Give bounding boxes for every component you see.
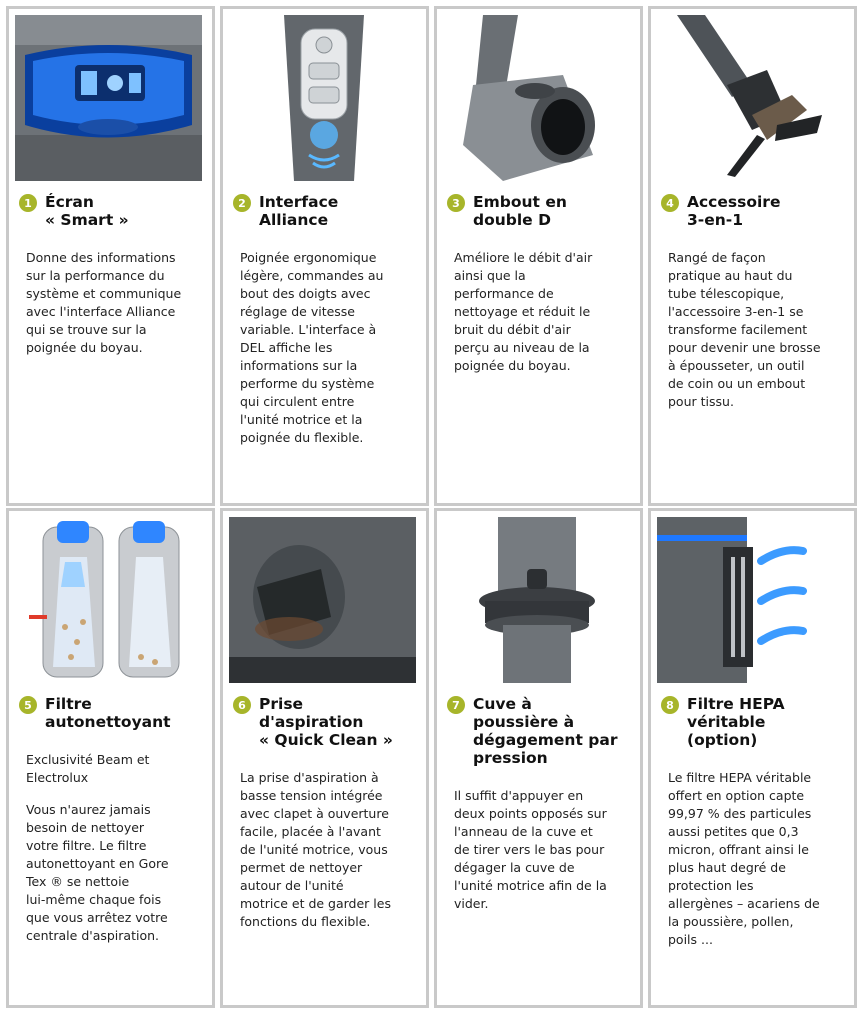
feature-card-double-d-nozzle: [434, 6, 643, 506]
feature-number-badge: 1: [19, 194, 37, 212]
feature-number-badge: 4: [661, 194, 679, 212]
feature-description: [454, 787, 632, 913]
double-d-nozzle-photo: [443, 15, 630, 181]
feature-title: Interface Alliance: [259, 193, 339, 229]
feature-paragraph: La prise d'aspiration à basse tension intégrée avec clapet à ouverture facile, placée à l'avant de l'unité motrice, vous permet de nettoyer autour de l'unité motrice et de garder les fonctions du flexible.: [240, 770, 391, 929]
feature-paragraph: Donne des informations sur la performance du système et communique avec l'interface Alliance qui se trouve sur la poignée du boyau.: [26, 250, 182, 355]
feature-card-alliance-interface: [220, 6, 429, 506]
feature-description: [240, 769, 418, 931]
feature-number-badge: 3: [447, 194, 465, 212]
feature-paragraph: Poignée ergonomique légère, commandes au bout des doigts avec réglage de vitesse variable. L'interface à DEL affiche les informations sur la performe du système qui circulent entre l'unité motrice et la poignée du flexible.: [240, 250, 384, 445]
feature-title: Filtre autonettoyant: [45, 695, 171, 731]
feature-paragraph: Améliore le débit d'air ainsi que la performance de nettoyage et réduit le bruit du débit d'air perçu au niveau de la poignée du boyau.: [454, 250, 593, 373]
feature-title: Embout en double D: [473, 193, 567, 229]
smart-screen-photo: [15, 15, 202, 181]
feature-number-badge: 8: [661, 696, 679, 714]
feature-paragraph: Exclusivité Beam et Electrolux: [26, 752, 150, 785]
feature-number-badge: 5: [19, 696, 37, 714]
feature-title: Prise d'aspiration « Quick Clean »: [259, 695, 393, 749]
feature-paragraph: Le filtre HEPA véritable offert en option capte 99,97 % des particules aussi petites que 0,3 micron, offrant ainsi le plus haut degré de protection les allergènes – acariens de la poussière, pollen, poils ...: [668, 770, 820, 947]
feature-title: Cuve à poussière à dégagement par pression: [473, 695, 618, 767]
feature-description: [668, 769, 846, 949]
feature-card-three-in-one-tool: [648, 6, 857, 506]
feature-paragraph: Vous n'aurez jamais besoin de nettoyer votre filtre. Le filtre autonettoyant en Gore Tex ® se nettoie lui-même chaque fois que vous arrêtez votre centrale d'aspiration.: [26, 802, 169, 943]
feature-description: [26, 751, 204, 945]
feature-paragraph: Il suffit d'appuyer en deux points opposés sur l'anneau de la cuve et de tirer vers le bas pour dégager la cuve de l'unité motrice afin de la vider.: [454, 788, 607, 911]
feature-description: [26, 249, 204, 357]
feature-card-quick-clean-inlet: [220, 508, 429, 1008]
feature-card-smart-screen: [6, 6, 215, 506]
feature-title: Filtre HEPA véritable (option): [687, 695, 785, 749]
feature-description: [454, 249, 632, 375]
feature-description: [668, 249, 846, 411]
alliance-handle-photo: [229, 15, 416, 181]
feature-card-hepa-filter: [648, 508, 857, 1008]
feature-card-dust-bin-release: [434, 508, 643, 1008]
quick-clean-inlet-photo: [229, 517, 416, 683]
feature-paragraph: Rangé de façon pratique au haut du tube télescopique, l'accessoire 3-en-1 se transforme facilement pour devenir une brosse à épousseter, un outil de coin ou un embout pour tissu.: [668, 250, 821, 409]
feature-title: Accessoire 3-en-1: [687, 193, 781, 229]
feature-description: [240, 249, 418, 447]
feature-number-badge: 2: [233, 194, 251, 212]
feature-number-badge: 7: [447, 696, 465, 714]
hepa-filter-photo: [657, 517, 844, 683]
feature-number-badge: 6: [233, 696, 251, 714]
dust-bin-release-photo: [443, 517, 630, 683]
feature-card-self-cleaning-filter: [6, 508, 215, 1008]
feature-title: Écran « Smart »: [45, 193, 129, 229]
three-in-one-tool-photo: [657, 15, 844, 181]
self-cleaning-filter-photo: [15, 517, 202, 683]
